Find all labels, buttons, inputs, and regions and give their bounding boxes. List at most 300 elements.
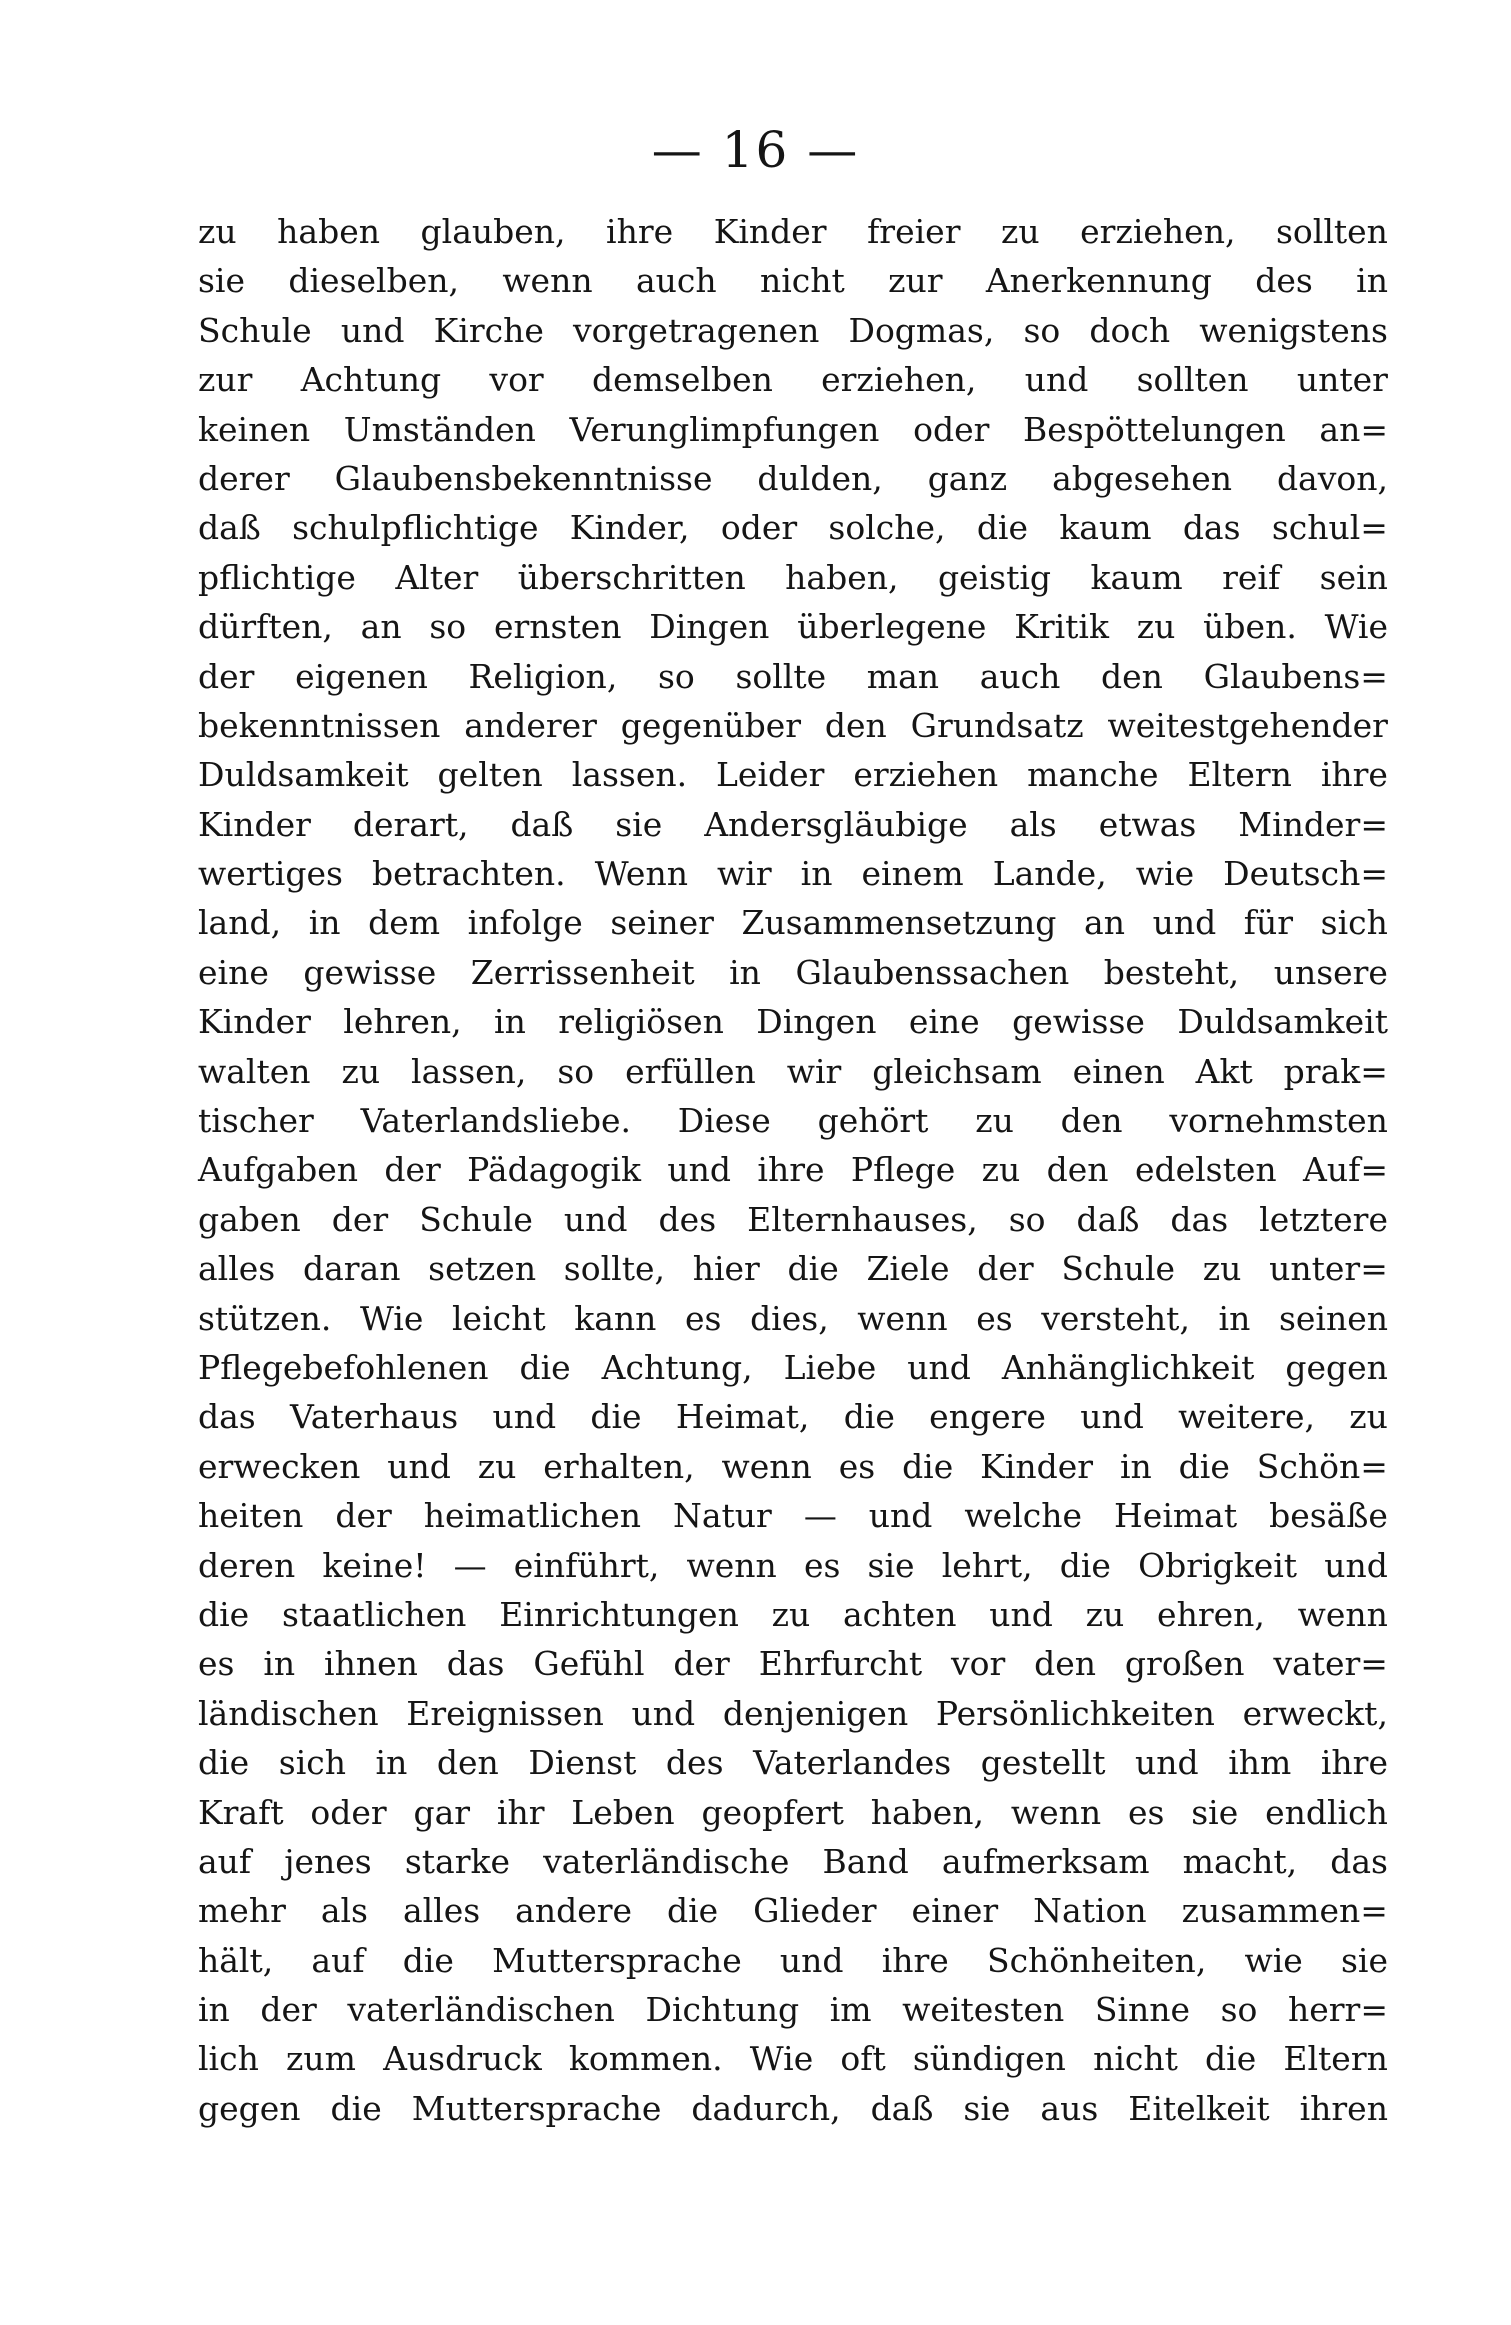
word: wenn — [1010, 1792, 1102, 1832]
text-line — [198, 1442, 1388, 1491]
word: gegenüber — [620, 705, 802, 745]
word: keinen — [198, 409, 311, 449]
word: Dichtung — [645, 1990, 800, 2030]
word: Deutsch= — [1223, 854, 1388, 894]
word: Einrichtungen — [499, 1594, 739, 1634]
word: haben, — [870, 1792, 985, 1832]
word: setzen — [428, 1249, 537, 1289]
word: einen — [1072, 1051, 1165, 1091]
word: erziehen, — [1080, 212, 1236, 251]
word: vaterländische — [543, 1841, 790, 1881]
text-line — [198, 355, 1388, 404]
word: prak= — [1283, 1051, 1388, 1091]
word: daß — [510, 804, 574, 844]
word: Vaterhaus — [290, 1397, 459, 1437]
word: heiten — [198, 1496, 304, 1536]
word: Sinne — [1094, 1990, 1191, 2030]
word: Schule — [419, 1199, 533, 1239]
word: den — [436, 1743, 499, 1783]
word: sollten — [1275, 212, 1388, 251]
word: erziehen — [853, 755, 999, 795]
text-line — [198, 1145, 1388, 1194]
word: Wie — [1324, 607, 1388, 647]
word: es — [976, 1298, 1013, 1338]
word: so — [429, 607, 467, 647]
word: zur — [198, 360, 253, 400]
word: Auf= — [1303, 1150, 1388, 1190]
text-line — [198, 2034, 1388, 2083]
word: in — [800, 854, 833, 894]
word: bekenntnissen — [198, 705, 441, 745]
word: Glieder — [753, 1891, 877, 1931]
text-line — [198, 800, 1388, 849]
text-line — [198, 750, 1388, 799]
word: geopfert — [701, 1792, 844, 1832]
word: an= — [1319, 409, 1388, 449]
word: der — [673, 1644, 730, 1684]
word: Leider — [716, 755, 825, 795]
word: Ziele — [866, 1249, 950, 1289]
word: zu — [1085, 1594, 1125, 1634]
word: wir — [786, 1051, 842, 1091]
word: großen — [1124, 1644, 1245, 1684]
word: auch — [979, 656, 1061, 696]
word: sie — [867, 1545, 915, 1585]
word: auf — [198, 1841, 252, 1881]
word: daß — [870, 2088, 934, 2128]
word: glauben, — [420, 212, 566, 251]
word: Kinder — [713, 212, 827, 251]
text-line — [198, 652, 1388, 701]
word: lehrt, — [941, 1545, 1033, 1585]
word: edelsten — [1134, 1150, 1277, 1190]
word: gleichsam — [872, 1051, 1042, 1091]
word: gehört — [817, 1101, 929, 1141]
word: die — [666, 1891, 719, 1931]
word: lehren, — [343, 1002, 462, 1042]
word: dadurch, — [691, 2088, 841, 2128]
word: zu — [981, 1150, 1021, 1190]
word: das — [446, 1644, 505, 1684]
word: — — [803, 1496, 837, 1536]
page-number: — 16 — — [651, 121, 860, 179]
word: zu — [1001, 212, 1040, 251]
word: dies, — [750, 1298, 829, 1338]
word: Schön= — [1256, 1446, 1388, 1486]
word: haben, — [785, 557, 899, 597]
word: als — [1009, 804, 1057, 844]
word: so — [557, 1051, 595, 1091]
word: betrachten. — [372, 854, 566, 894]
word: unter= — [1269, 1249, 1388, 1289]
word: einführt, — [513, 1545, 660, 1585]
word: Ehrfurcht — [758, 1644, 923, 1684]
word: unsere — [1273, 952, 1388, 992]
text-line — [198, 1392, 1388, 1441]
word: und — [340, 310, 405, 350]
word: sollte, — [563, 1249, 665, 1289]
word: dulden, — [757, 458, 883, 498]
text-line — [198, 256, 1388, 305]
word: ihr — [496, 1792, 545, 1832]
word: einer — [911, 1891, 999, 1931]
word: herr= — [1288, 1990, 1388, 2030]
word: heimatlichen — [423, 1496, 641, 1536]
text-line — [198, 898, 1388, 947]
word: es — [685, 1298, 722, 1338]
word: Schule — [1061, 1249, 1176, 1289]
word: besteht, — [1103, 952, 1240, 992]
word: Eltern — [1187, 755, 1292, 795]
text-line — [198, 1343, 1388, 1392]
word: Grundsatz — [910, 705, 1084, 745]
word: hier — [692, 1249, 760, 1289]
word: sie — [198, 261, 246, 301]
word: erziehen, — [821, 360, 977, 400]
word: in — [494, 1002, 526, 1042]
text-line — [198, 1788, 1388, 1837]
word: abgesehen — [1052, 458, 1233, 498]
word: Verunglimpfungen — [569, 409, 880, 449]
text-line — [198, 1689, 1388, 1738]
word: auch — [635, 261, 717, 301]
text-line — [198, 306, 1388, 355]
word: der — [977, 1249, 1034, 1289]
text-line — [198, 602, 1388, 651]
word: wenn — [721, 1446, 812, 1486]
word: denjenigen — [722, 1693, 909, 1733]
word: zu — [1136, 607, 1176, 647]
word: wie — [1135, 854, 1195, 894]
word: nicht — [759, 261, 845, 301]
word: der — [384, 1150, 441, 1190]
word: wenigstens — [1199, 310, 1388, 350]
word: Eitelkeit — [1128, 2088, 1270, 2128]
word: der — [335, 1496, 392, 1536]
word: doch — [1089, 310, 1171, 350]
word: ihre — [1320, 755, 1388, 795]
word: Akt — [1195, 1051, 1253, 1091]
word: sich — [278, 1743, 346, 1783]
word: und — [631, 1693, 696, 1733]
word: leicht — [451, 1298, 546, 1338]
word: schulpflichtige — [292, 508, 539, 548]
word: endlich — [1265, 1792, 1388, 1832]
word: Diese — [677, 1101, 771, 1141]
word: gelten — [437, 755, 543, 795]
word: dieselben, — [288, 261, 459, 301]
word: es — [198, 1644, 235, 1684]
word: daran — [302, 1249, 401, 1289]
word: derart, — [352, 804, 469, 844]
word: und — [1135, 1743, 1199, 1783]
word: aus — [1040, 2088, 1099, 2128]
word: man — [866, 656, 940, 696]
word: die — [519, 1347, 571, 1387]
word: Religion, — [468, 656, 618, 696]
word: oder — [913, 409, 990, 449]
word: die — [902, 1446, 954, 1486]
word: derer — [198, 458, 290, 498]
text-line — [198, 997, 1388, 1046]
word: Ausdruck — [383, 2039, 542, 2079]
word: Vaterlandsliebe. — [360, 1101, 631, 1141]
word: Wie — [359, 1298, 424, 1338]
word: vor — [950, 1644, 1006, 1684]
word: lassen. — [571, 755, 688, 795]
word: Dienst — [528, 1743, 637, 1783]
word: in — [198, 1990, 230, 2030]
word: erweckt, — [1242, 1693, 1388, 1733]
word: aufmerksam — [941, 1841, 1150, 1881]
word: wertiges — [198, 854, 343, 894]
word: vater= — [1273, 1644, 1388, 1684]
text-line — [198, 1738, 1388, 1787]
word: lich — [198, 2039, 259, 2079]
word: ihre — [1320, 1743, 1388, 1783]
body-text — [198, 207, 1388, 2133]
word: ihre — [757, 1150, 825, 1190]
word: zu — [477, 1446, 517, 1486]
word: Kirche — [433, 310, 544, 350]
word: Persönlichkeiten — [935, 1693, 1215, 1733]
word: es — [838, 1446, 876, 1486]
text-line — [198, 1936, 1388, 1985]
word: Achtung, — [601, 1347, 753, 1387]
word: Kritik — [1014, 607, 1109, 647]
word: andere — [515, 1891, 633, 1931]
word: der — [331, 1199, 389, 1239]
word: in — [729, 952, 761, 992]
word: achten — [843, 1594, 957, 1634]
word: zum — [286, 2039, 356, 2079]
word: und — [989, 1594, 1053, 1634]
text-line — [198, 454, 1388, 503]
word: sollten — [1136, 360, 1249, 400]
word: Glaubens= — [1203, 656, 1388, 696]
word: Umständen — [343, 409, 536, 449]
word: gar — [413, 1792, 471, 1832]
word: und — [1152, 903, 1217, 943]
word: der — [198, 656, 255, 696]
word: kaum — [1059, 508, 1152, 548]
word: und — [868, 1496, 933, 1536]
word: in — [263, 1644, 296, 1684]
word: reif — [1222, 557, 1281, 597]
word: staatlichen — [281, 1594, 467, 1634]
word: Aufgaben — [198, 1150, 359, 1190]
word: sie — [1340, 1940, 1388, 1980]
word: wenn — [1297, 1594, 1388, 1634]
word: gegen — [1285, 1347, 1388, 1387]
word: ihnen — [324, 1644, 418, 1684]
word: Nation — [1033, 1891, 1147, 1931]
text-line — [198, 1985, 1388, 2034]
word: den — [1034, 1644, 1097, 1684]
word: Muttersprache — [411, 2088, 662, 2128]
word: Minder= — [1238, 804, 1388, 844]
word: die — [1178, 1446, 1230, 1486]
word: ihren — [1299, 2088, 1388, 2128]
word: erhalten, — [543, 1446, 695, 1486]
word: Dogmas, — [848, 310, 995, 350]
word: Pflegebefohlenen — [198, 1347, 489, 1387]
word: Vaterlandes — [753, 1743, 952, 1783]
word: eine — [908, 1002, 980, 1042]
word: weitere, — [1178, 1397, 1316, 1437]
word: sollte — [735, 656, 827, 696]
word: Glaubensbekenntnisse — [334, 458, 713, 498]
word: zu — [1349, 1397, 1388, 1437]
word: haben — [277, 212, 380, 251]
word: sündigen — [912, 2039, 1066, 2079]
word: gegen — [198, 2088, 301, 2128]
word: wenn — [857, 1298, 948, 1338]
word: Dingen — [756, 1002, 877, 1042]
word: weitestgehender — [1107, 705, 1388, 745]
word: alles — [198, 1249, 276, 1289]
word: in — [1356, 261, 1388, 301]
word: Muttersprache — [492, 1940, 742, 1980]
word: die — [402, 1940, 454, 1980]
text-line — [198, 1047, 1388, 1096]
word: erfüllen — [625, 1051, 756, 1091]
word: schul= — [1271, 508, 1388, 548]
word: mehr — [198, 1891, 286, 1931]
word: vaterländischen — [347, 1990, 615, 2030]
text-line — [198, 207, 1388, 256]
word: Duldsamkeit — [198, 755, 409, 795]
word: pflichtige — [198, 557, 356, 597]
word: Heimat, — [675, 1397, 810, 1437]
word: gewisse — [1012, 1002, 1145, 1042]
word: und — [387, 1446, 451, 1486]
word: solche, — [828, 508, 946, 548]
word: den — [1046, 1150, 1109, 1190]
word: Wenn — [594, 854, 688, 894]
word: Elternhauses, — [747, 1199, 978, 1239]
word: die — [976, 508, 1029, 548]
word: Kinder, — [569, 508, 690, 548]
text-line — [198, 1886, 1388, 1935]
word: deren — [198, 1545, 296, 1585]
word: zusammen= — [1181, 1891, 1388, 1931]
word: Schule — [198, 310, 312, 350]
word: welche — [964, 1496, 1083, 1536]
word: in — [1119, 1446, 1152, 1486]
word: ganz — [927, 458, 1008, 498]
word: und — [779, 1940, 844, 1980]
word: Band — [822, 1841, 909, 1881]
word: Schönheiten, — [986, 1940, 1207, 1980]
word: Anhänglichkeit — [1001, 1347, 1255, 1387]
word: eine — [198, 952, 269, 992]
text-line — [198, 1491, 1388, 1540]
word: das — [198, 1397, 256, 1437]
word: starke — [404, 1841, 511, 1881]
word: Heimat — [1114, 1496, 1238, 1536]
text-line — [198, 503, 1388, 552]
word: Kinder — [980, 1446, 1094, 1486]
word: wir — [717, 854, 772, 894]
word: so — [1008, 1199, 1046, 1239]
word: wenn — [502, 261, 593, 301]
word: und — [492, 1397, 557, 1437]
text-line — [198, 1244, 1388, 1293]
word: des — [658, 1199, 717, 1239]
word: Gefühl — [533, 1644, 645, 1684]
word: dem — [368, 903, 441, 943]
word: die — [1059, 1545, 1111, 1585]
word: manche — [1027, 755, 1159, 795]
word: Pädagogik — [467, 1150, 642, 1190]
text-line — [198, 1837, 1388, 1886]
word: und — [907, 1347, 971, 1387]
word: infolge — [467, 903, 583, 943]
word: kann — [574, 1298, 657, 1338]
word: ihre — [606, 212, 674, 251]
word: der — [260, 1990, 317, 2030]
word: seiner — [610, 903, 714, 943]
text-line — [198, 1096, 1388, 1145]
word: weitesten — [902, 1990, 1065, 2030]
word: den — [824, 705, 887, 745]
word: zu — [975, 1101, 1014, 1141]
word: einem — [861, 854, 964, 894]
word: hält, — [198, 1940, 274, 1980]
word: für — [1243, 903, 1294, 943]
word: so — [657, 656, 695, 696]
word: lassen, — [411, 1051, 527, 1091]
word: an — [360, 607, 402, 647]
word: oft — [840, 2039, 886, 2079]
word: sie — [615, 804, 663, 844]
word: vorgetragenen — [573, 310, 820, 350]
word: in — [375, 1743, 408, 1783]
word: freier — [867, 212, 961, 251]
word: gaben — [198, 1199, 301, 1239]
word: Alter — [395, 557, 479, 597]
word: das — [1170, 1199, 1229, 1239]
word: Eltern — [1283, 2039, 1388, 2079]
word: zu — [1202, 1249, 1242, 1289]
word: anderer — [464, 705, 597, 745]
word: zur — [888, 261, 943, 301]
word: auf — [311, 1940, 365, 1980]
word: jenes — [284, 1841, 372, 1881]
word: vornehmsten — [1169, 1101, 1388, 1141]
word: oder — [720, 508, 798, 548]
word: oder — [310, 1792, 387, 1832]
word: Kinder — [198, 1002, 311, 1042]
word: Glaubenssachen — [795, 952, 1070, 992]
word: so — [1220, 1990, 1258, 2030]
word: land, — [198, 903, 282, 943]
word: Wie — [749, 2039, 814, 2079]
word: den — [1060, 1101, 1123, 1141]
word: etwas — [1098, 804, 1197, 844]
word: des — [1255, 261, 1313, 301]
word: Kinder — [198, 804, 311, 844]
word: Liebe — [783, 1347, 877, 1387]
word: Ereignissen — [406, 1693, 604, 1733]
word: besäße — [1269, 1496, 1388, 1536]
word: dürften, — [198, 607, 333, 647]
word: stützen. — [198, 1298, 332, 1338]
word: engere — [929, 1397, 1046, 1437]
text-line — [198, 1294, 1388, 1343]
word: tischer — [198, 1101, 314, 1141]
